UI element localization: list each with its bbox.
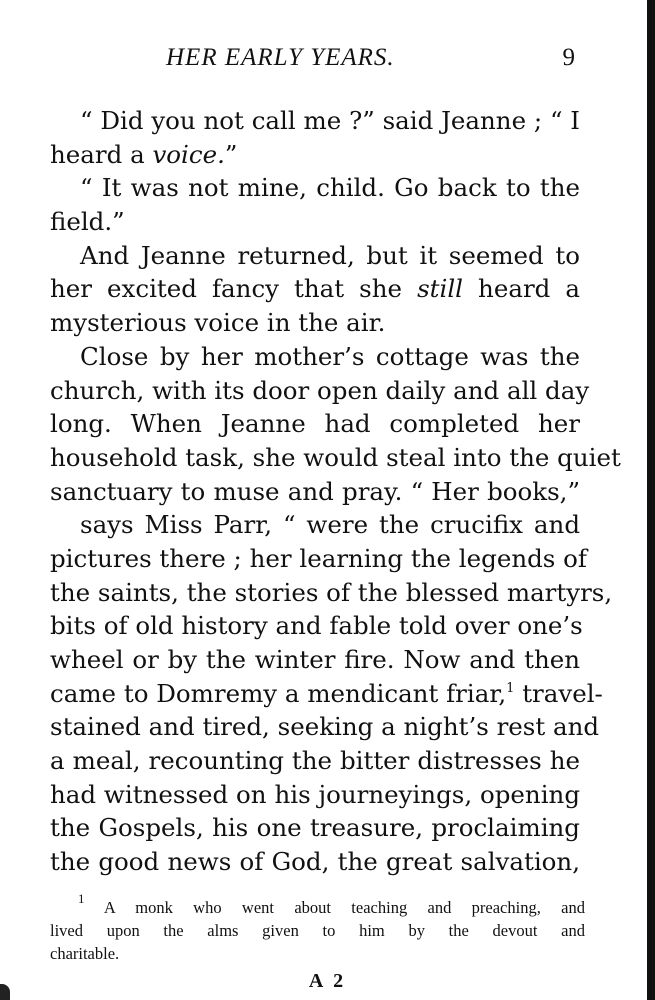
text-line: “ Did you not call me ?” said Jeanne ; “ I xyxy=(80,106,580,135)
text-line: sanctuary to muse and pray. “ Her books,” xyxy=(50,476,580,506)
text-line: mysterious voice in the air. xyxy=(50,308,386,338)
footnote-reference: 1 xyxy=(506,680,515,696)
footnote-line: charitable. xyxy=(50,944,120,963)
text-line: came to Domremy a mendicant friar,$^1$ travel- xyxy=(50,678,603,708)
text-line: the Gospels, his one treasure, proclaiming xyxy=(50,813,580,843)
text-line: household task, she would steal into the quiet xyxy=(50,442,621,472)
footnote-marker: 1 xyxy=(78,891,85,906)
text-line: heard a voice.” xyxy=(50,139,238,169)
text-line: bits of old history and fable told over one’s xyxy=(50,611,583,641)
text-line: field.” xyxy=(50,207,125,237)
text-line: wheel or by the winter fire. Now and then xyxy=(50,645,580,674)
text-line: long. When Jeanne had completed her xyxy=(50,409,580,439)
text-line: church, with its door open daily and all day xyxy=(50,375,590,405)
page-edge-shadow xyxy=(647,0,655,1000)
text-line: pictures there ; her learning the legends of xyxy=(50,543,587,573)
scan-speck xyxy=(0,984,10,1000)
text-line: had witnessed on his journeyings, opening xyxy=(50,779,580,809)
text-line: a meal, recounting the bitter distresses he xyxy=(50,746,580,776)
running-head xyxy=(50,44,585,78)
text-line: Close by her mother’s cottage was the xyxy=(80,341,580,371)
text-line: stained and tired, seeking a night’s rest and xyxy=(50,712,600,742)
text-line: says Miss Parr, “ were the crucifix and xyxy=(80,510,580,540)
footnote-line: lived upon the alms given to him by the devout and xyxy=(50,921,585,940)
text-line: “ It was not mine, child. Go back to the xyxy=(80,173,580,203)
text-line: And Jeanne returned, but it seemed to xyxy=(80,240,580,270)
body-text xyxy=(50,104,621,879)
page-number: 9 xyxy=(562,44,575,71)
signature-mark: A 2 xyxy=(308,970,347,992)
running-title: HER EARLY YEARS. xyxy=(166,44,395,71)
footnote xyxy=(50,891,585,965)
text-line: the good news of God, the great salvation, xyxy=(50,847,580,877)
text-line: her excited fancy that she still heard a xyxy=(50,274,580,304)
footnote-line: $^1$ A monk who went about teaching and preaching, and xyxy=(78,891,585,917)
text-line: the saints, the stories of the blessed martyrs, xyxy=(50,577,613,607)
